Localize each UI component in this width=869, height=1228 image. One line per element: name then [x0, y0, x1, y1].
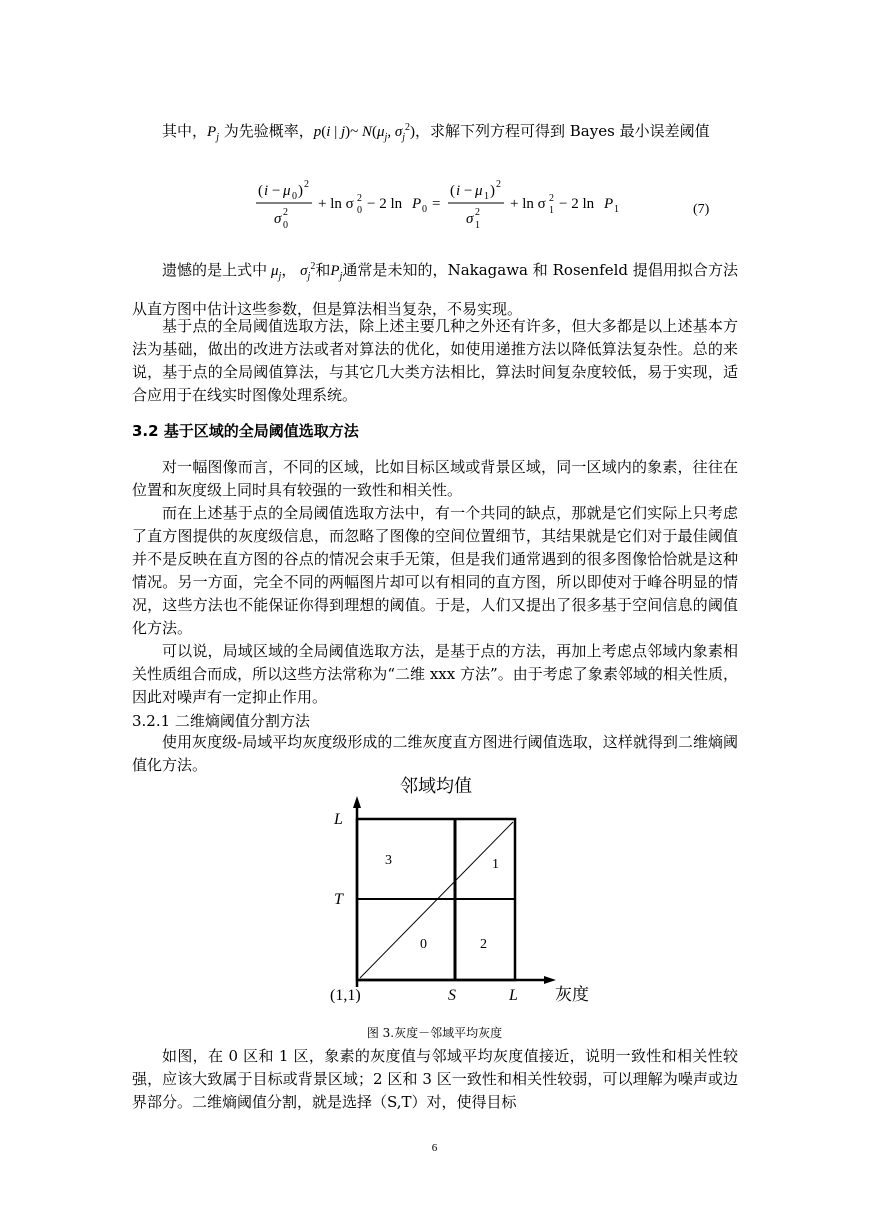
paragraph-2d-histogram: 使用灰度级-局域平均灰度级形成的二维灰度直方图进行阈值选取，这样就得到二维熵阈值化方法。: [132, 733, 738, 774]
svg-text:μ: μ: [475, 183, 483, 199]
region-0-label: 0: [420, 937, 427, 952]
svg-text:1: 1: [614, 204, 619, 215]
svg-text:+ ln σ: + ln σ: [318, 196, 354, 212]
y-axis-arrow: [353, 796, 361, 808]
figure-x-label: 灰度: [555, 985, 589, 1004]
svg-text:σ: σ: [466, 211, 474, 227]
paragraph-point-methods-summary: 基于点的全局阈值选取方法，除上述主要几种之外还有许多，但大多都是以上述基本方法为基础，做出的改进方法或者对算法的优化，如使用递推方法以降低算法复杂性。总的来说，基于点的全局阈值算法，与其它几大类方法相比，算法时间复杂度较低，易于实现，适合应用于在线实时图像处理系统。: [132, 317, 738, 404]
svg-text:2: 2: [475, 207, 480, 218]
math-pij-normal: p: [313, 124, 322, 140]
svg-text:μ: μ: [283, 183, 291, 199]
svg-text:i: i: [264, 183, 269, 199]
tick-label-t: T: [334, 891, 343, 908]
svg-text:=: =: [432, 196, 441, 212]
svg-text:1: 1: [484, 191, 489, 202]
svg-text:1: 1: [475, 220, 480, 231]
tick-label-s: S: [448, 987, 456, 1004]
paragraph-bayes-intro: 其中，$P_j$ 为先验概率，p(i | j)~ $N(\mu_j$, $\sigma_j^2$)，求解下列方程可得到 Bayes 最小误差阈值: [162, 122, 710, 143]
svg-text:0: 0: [292, 191, 297, 202]
svg-text:− 2 ln: − 2 ln: [559, 196, 595, 212]
svg-text:1: 1: [549, 205, 554, 216]
svg-text:0: 0: [283, 220, 288, 231]
paragraph-point-methods-drawback: 而在上述基于点的全局阈值选取方法中，有一个共同的缺点，那就是它们实际上只考虑了直方图提供的灰度级信息，而忽略了图像的空间位置细节，其结果就是它们对于最佳阈值并不是反映在直方图的谷点的情况会束手无策，但是我们通常遇到的很多图像恰恰就是这种情况。另一方面，完全不同的两幅图片却可以有相同的直方图，所以即使对于峰谷明显的情况，这些方法也不能保证你得到理想的阈值。于是，人们又提出了很多基于空间信息的阈值化方法。: [132, 504, 738, 637]
svg-text:−: −: [272, 183, 281, 199]
figure-gray-neighborhood: [310, 772, 610, 1012]
figure-caption: 图 3.灰度－邻域平均灰度: [366, 1026, 503, 1040]
svg-text:2: 2: [357, 193, 362, 204]
math-pj: $P_j$: [207, 124, 219, 143]
section-heading-3-2: 3.2 基于区域的全局阈值选取方法: [132, 422, 359, 440]
region-1-label: 1: [492, 857, 499, 872]
svg-text:): ): [490, 183, 495, 199]
tick-label-origin: (1,1): [330, 987, 361, 1004]
svg-text:σ: σ: [274, 211, 282, 227]
tick-label-l-y: L: [334, 811, 343, 828]
page-number: 6: [431, 1142, 438, 1154]
paragraph-unknown-params: 遗憾的是上式中 $\mu_j$， $\sigma_j^2$和$P_j$通常是未知的，Nakagawa 和 Rosenfeld 提倡用拟合方法从直方图中估计这些参数，但是算法相当复杂，不易实现。: [132, 261, 738, 318]
svg-text:): ): [298, 183, 303, 199]
svg-text:+ ln σ: + ln σ: [510, 196, 546, 212]
x-axis-arrow: [544, 976, 556, 984]
paragraph-region-intro: 对一幅图像而言，不同的区域，比如目标区域或背景区域，同一区域内的象素，往往在位置和灰度级上同时具有较强的一致性和相关性。: [132, 458, 738, 499]
paragraph-2d-methods: 可以说，局域区域的全局阈值选取方法，是基于点的方法，再加上考虑点邻域内象素相关性质组合而成，所以这些方法常称为“二维 xxx 方法”。由于考虑了象素邻域的相关性质，因此对噪声有一定抑止作用。: [132, 642, 738, 706]
svg-text:2: 2: [304, 179, 309, 190]
svg-text:0: 0: [357, 205, 362, 216]
svg-text:(: (: [450, 183, 455, 199]
tick-label-l-x: L: [509, 987, 518, 1004]
svg-text:2: 2: [496, 179, 501, 190]
svg-text:0: 0: [422, 204, 427, 215]
region-3-label: 3: [385, 853, 392, 868]
svg-text:P: P: [604, 196, 614, 212]
svg-text:P: P: [412, 196, 422, 212]
figure-y-label: 邻域均值: [400, 776, 472, 796]
equation-7-svg: [250, 177, 730, 235]
equation-7: [250, 177, 730, 235]
paragraph-figure-explanation: 如图，在 0 区和 1 区，象素的灰度值与邻域平均灰度值接近，说明一致性和相关性较强，应该大致属于目标或背景区域；2 区和 3 区一致性和相关性较弱，可以理解为噪声或边界部分。二维熵阈值分割，就是选择（S,T）对，使得目标: [132, 1047, 738, 1111]
svg-text:i: i: [456, 183, 461, 199]
subsection-heading-3-2-1: 3.2.1 二维熵阈值分割方法: [132, 712, 310, 730]
svg-text:−: −: [464, 183, 473, 199]
equation-number: (7): [693, 202, 710, 217]
svg-text:− 2 ln: − 2 ln: [367, 196, 403, 212]
svg-text:2: 2: [549, 193, 554, 204]
svg-text:(: (: [258, 183, 263, 199]
region-2-label: 2: [480, 937, 487, 952]
svg-text:2: 2: [283, 207, 288, 218]
